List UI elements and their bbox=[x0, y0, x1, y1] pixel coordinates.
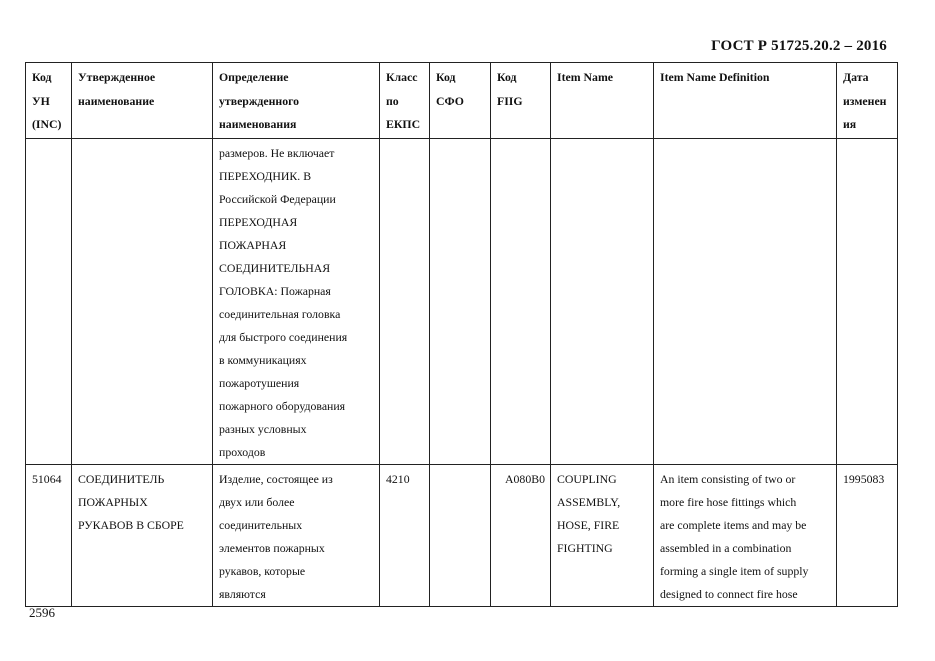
cell-sfo-code bbox=[430, 465, 491, 607]
cell-approved-name: СОЕДИНИТЕЛЬ ПОЖАРНЫХ РУКАВОВ В СБОРЕ bbox=[72, 465, 213, 607]
header-definition: Определение утвержденного наименования bbox=[213, 63, 380, 139]
cell-ekps-class bbox=[380, 139, 430, 465]
cell-change-date bbox=[837, 139, 898, 465]
header-item-name: Item Name bbox=[551, 63, 654, 139]
cell-inc: 51064 bbox=[26, 465, 72, 607]
table-row bbox=[26, 139, 898, 465]
cell-fiig-code: A080B0 bbox=[491, 465, 551, 607]
header-item-name-definition: Item Name Definition bbox=[654, 63, 837, 139]
header-sfo-code: Код СФО bbox=[430, 63, 491, 139]
cell-item-name-definition: An item consisting of two or more fire hose fittings which are complete items and may be assembled in a combination forming a single item of supply designed to connect fire hose bbox=[654, 465, 837, 607]
cell-inc bbox=[26, 139, 72, 465]
header-change-date: Дата изменен ия bbox=[837, 63, 898, 139]
catalog-table bbox=[25, 62, 898, 607]
header-inc: Код УН (INC) bbox=[26, 63, 72, 139]
cell-ekps-class: 4210 bbox=[380, 465, 430, 607]
cell-item-name bbox=[551, 139, 654, 465]
cell-approved-name bbox=[72, 139, 213, 465]
cell-fiig-code bbox=[491, 139, 551, 465]
table-row bbox=[26, 465, 898, 607]
document-code: ГОСТ Р 51725.20.2 – 2016 bbox=[711, 38, 887, 54]
cell-sfo-code bbox=[430, 139, 491, 465]
cell-item-name: COUPLING ASSEMBLY, HOSE, FIRE FIGHTING bbox=[551, 465, 654, 607]
cell-change-date: 1995083 bbox=[837, 465, 898, 607]
table-header-row bbox=[26, 63, 898, 139]
page-number: 2596 bbox=[29, 605, 55, 620]
cell-definition: Изделие, состоящее из двух или более соединительных элементов пожарных рукавов, которые являются bbox=[213, 465, 380, 607]
header-ekps-class: Класс по ЕКПС bbox=[380, 63, 430, 139]
header-approved-name: Утвержденное наименование bbox=[72, 63, 213, 139]
header-fiig-code: Код FIIG bbox=[491, 63, 551, 139]
cell-definition: размеров. Не включает ПЕРЕХОДНИК. В Российской Федерации ПЕРЕХОДНАЯ ПОЖАРНАЯ СОЕДИНИТЕЛЬНАЯ ГОЛОВКА: Пожарная соединительная головка для быстрого соединения в коммуникациях пожаротушения пожарного оборудования разных условных проходов bbox=[213, 139, 380, 465]
cell-item-name-definition bbox=[654, 139, 837, 465]
